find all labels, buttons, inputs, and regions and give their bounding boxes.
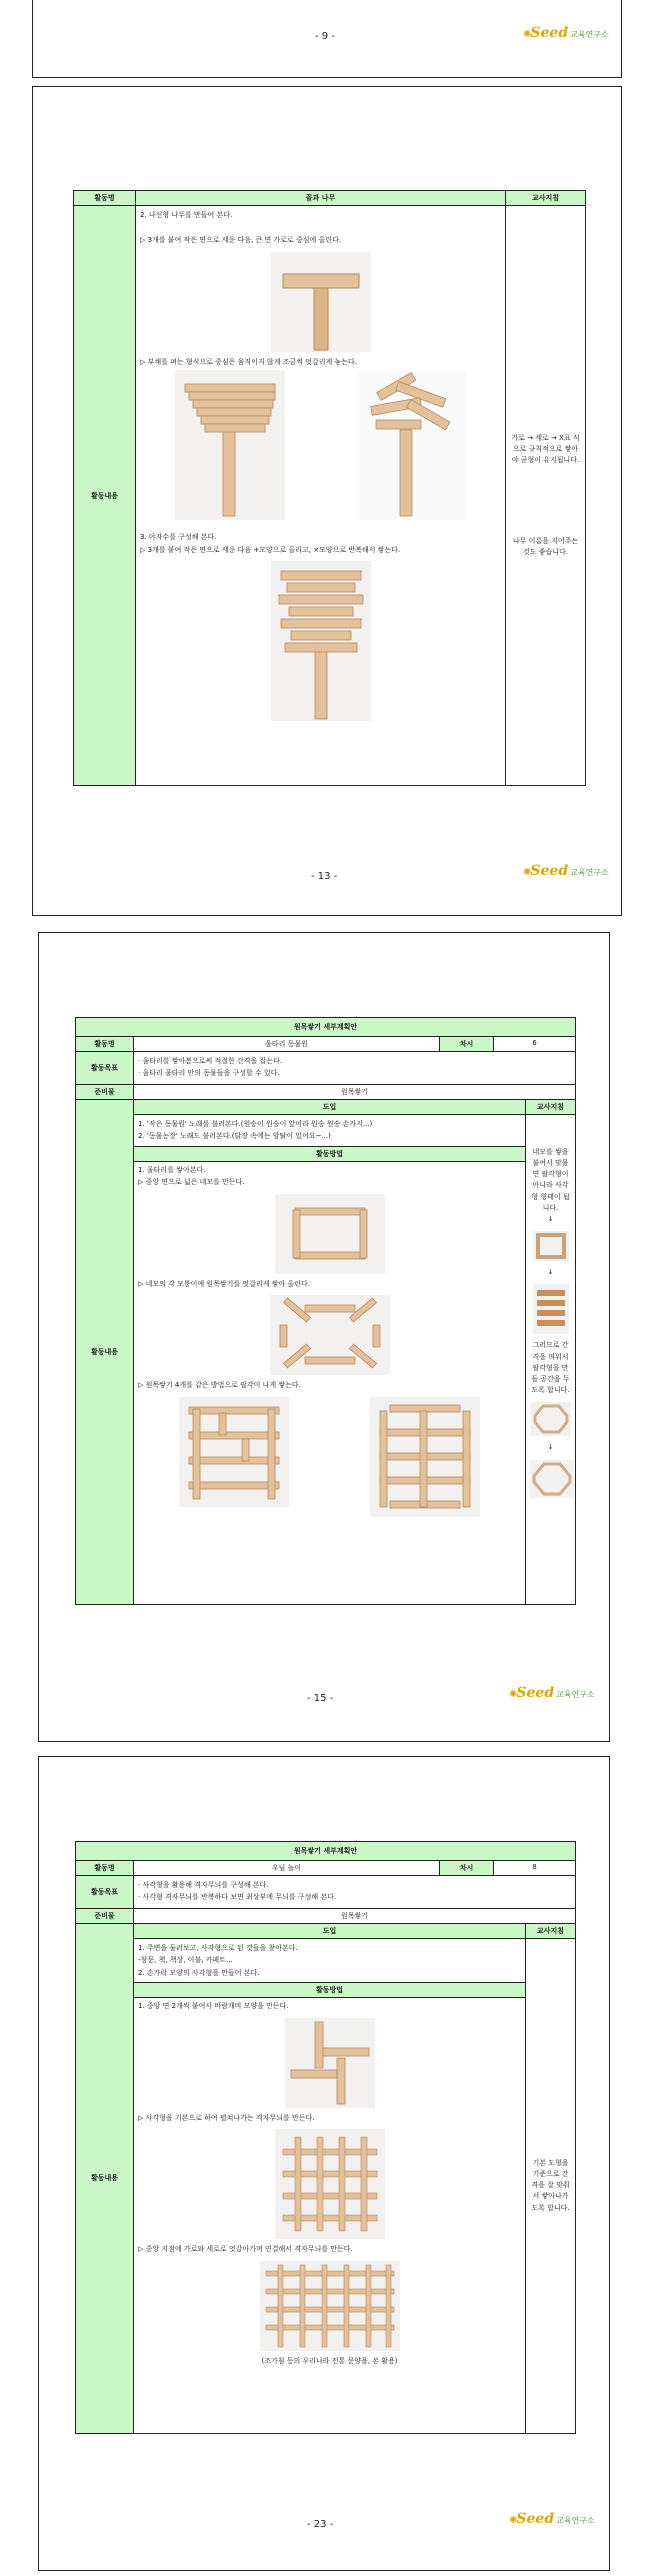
teacher-note: 가로 → 세로 → X표 식으로 규칙적으로 쌓아야 균형이 유지됩니다. (511, 433, 580, 464)
method-header: 활동방법 (134, 1146, 525, 1162)
stacked-fence-photo (370, 1397, 480, 1517)
activity-name-label: 활동명 (76, 1037, 134, 1052)
sun-icon: ✺ (509, 1689, 518, 1700)
activity-content-label: 활동내용 (76, 1099, 134, 1604)
stacked-tower-thumb (533, 1284, 569, 1334)
seed-logo: ✺ Seed 교육연구소 (523, 863, 609, 879)
activity-content-label: 활동내용 (74, 206, 136, 786)
stacked-fence-photo (179, 1397, 289, 1507)
seed-logo: ✺ Seed 교육연구소 (509, 1685, 595, 1701)
grid-pattern-photo (260, 2261, 400, 2351)
activity-content: 1. '작은 동물원' 노래를 불러본다.(원숭이 원숭이 앞어라 원숭 원숭 손가지...) 2. '동물농장' 노래도 불러본다.(닭장 속에는 암탉이 있어요~...) 활동방법 1. 울타리를 쌓아본다. ▷ 중앙 면으로 넓은 네모를 만든다. ▷ 네모의 각 모퉁이에 원목쌓기를 엇갈리게 쌓아 올린다. ▷ 원목쌓기 4개를 같은 방법으로 팔각이 나게 쌓는다. (134, 1114, 526, 1604)
session-number: 8 (494, 1861, 576, 1876)
plan-table (75, 1841, 576, 2434)
page-9 (32, 0, 622, 78)
sun-icon: ✺ (509, 2515, 518, 2526)
activity-content (136, 206, 506, 786)
teacher-guide (526, 1114, 576, 1604)
activity-table (73, 190, 586, 786)
teacher-guide-header: 교사지침 (506, 191, 586, 206)
palm-tree-photo (271, 561, 371, 721)
lattice-photo (275, 2129, 385, 2239)
plan-title: 원목쌓기 세부계획안 (76, 1842, 576, 1861)
down-arrow-icon: ↓ (547, 1268, 554, 1277)
activity-name: 우님 놀이 (134, 1861, 440, 1876)
method-header: 활동방법 (134, 1982, 525, 1998)
materials-label: 준비물 (76, 1908, 134, 1923)
session-number: 6 (494, 1037, 576, 1052)
plan-table (75, 1017, 576, 1605)
sun-icon: ✺ (523, 867, 532, 878)
goal-content: · 사각형을 활용해 격자무늬를 구성해 본다. · 사각형 격자무늬를 반복하다 보면 최상부에 무늬를 구성해 본다. (134, 1876, 576, 1909)
step-text: ▷ 부채를 펴는 형식으로 중심은 움직이지 않게 조금씩 엇갈리게 놓는다. (140, 357, 357, 366)
goal-label: 활동목표 (76, 1876, 134, 1909)
page-number: - 9 - (315, 31, 335, 42)
step-text: ▷ 3개를 붙여 작은 면으로 세운 다음, 큰 면 가로로 중심에 올린다. (140, 236, 342, 245)
materials-label: 준비물 (76, 1084, 134, 1099)
t-shape-photo (271, 252, 371, 352)
teacher-note: 네모를 쌓을 붙여서 맞물면 팔각형이 아니라 사각형 형태이 됩니다. (531, 1147, 570, 1212)
session-label: 차시 (440, 1861, 494, 1876)
octagon-thumb (531, 1402, 571, 1436)
spiral-tree-photo (356, 370, 466, 520)
seed-logo: ✺ Seed 교육연구소 (523, 25, 609, 41)
activity-name-label: 활동명 (76, 1861, 134, 1876)
plan-title: 원목쌓기 세부계획안 (76, 1018, 576, 1037)
page-13 (32, 86, 622, 916)
teacher-note: 그러므로 간격을 띄워서 팔각형을 만들 공간을 두도록 합니다. (531, 1341, 570, 1395)
down-arrow-icon: ↓ (547, 1215, 554, 1223)
sun-icon: ✺ (523, 29, 532, 40)
square-frame-thumb (533, 1231, 569, 1261)
step-text: 3. 야자수를 구성해 본다. (140, 533, 217, 542)
step-text: 2. 나선형 나무를 만들어 본다. (140, 211, 233, 219)
teacher-guide (526, 1938, 576, 2433)
teacher-guide (506, 206, 586, 786)
intro-header: 도입 (134, 1099, 526, 1114)
intro-header: 도입 (134, 1923, 526, 1938)
materials: 원목쌓기 (134, 1908, 576, 1923)
down-arrow-icon: ↓ (547, 1443, 554, 1452)
spiral-tree-photo (175, 370, 285, 520)
page-number: - 15 - (307, 1693, 334, 1704)
activity-name: 꼴과 나무 (136, 191, 506, 206)
activity-name-label: 활동명 (74, 191, 136, 206)
pinwheel-photo (285, 2018, 375, 2108)
goal-content: · 울타리를 쌓아봄으로써 적절한 간격을 잡는다. · 울타리 울타리 안의 동물들을 구성할 수 있다. (134, 1052, 576, 1085)
teacher-note: 기본 도형을 기준으로 간격을 잘 맞춰서 쌓아나가도록 합니다. (531, 2158, 570, 2212)
page-number: - 13 - (311, 871, 338, 882)
teacher-note: 나무 이름을 지어주는 것도 좋습니다. (512, 537, 579, 557)
seed-logo: ✺ Seed 교육연구소 (509, 2511, 595, 2527)
teacher-guide-header: 교사지침 (526, 1099, 576, 1114)
session-label: 차시 (440, 1037, 494, 1052)
teacher-guide-header: 교사지침 (526, 1923, 576, 1938)
square-frame-photo (275, 1194, 385, 1274)
page-23 (38, 1756, 610, 2571)
octagon-frame-photo (270, 1295, 390, 1375)
materials: 원목쌓기 (134, 1084, 576, 1099)
activity-content-label: 활동내용 (76, 1923, 134, 2433)
step-text: ▷ 3개를 붙여 작은 면으로 세운 다음 +모양으로 올리고, ×모양으로 반복해서 쌓는다. (140, 545, 401, 554)
goal-label: 활동목표 (76, 1052, 134, 1085)
activity-content: 1. 주변을 둘러보고, 사각형으로 된 것들을 찾아본다. -창문, 책, 책상, 이불, 카페트... 2. 손가락 모양의 사각형을 만들어 본다. 활동방법 1. 중앙 면 2개씩 붙여서 바람개비 모양을 만든다. ▷ 사각형을 기본으로 하여 펼쳐나가는 격자무늬를 만든다. ▷ 중앙 지점에 가로와 세로로 엇갈아가며 연결해서 격자무늬를 만든다. (조가침 등의 우리나라 전통 문양을, 본 활용) (134, 1938, 526, 2433)
page-number: - 23 - (307, 2519, 334, 2530)
page-15 (38, 932, 610, 1742)
octagon-stack-thumb (530, 1460, 574, 1498)
activity-name: 울타리 동물원 (134, 1037, 440, 1052)
photo-caption: (조가침 등의 우리나라 전통 문양을, 본 활용) (261, 2356, 398, 2365)
